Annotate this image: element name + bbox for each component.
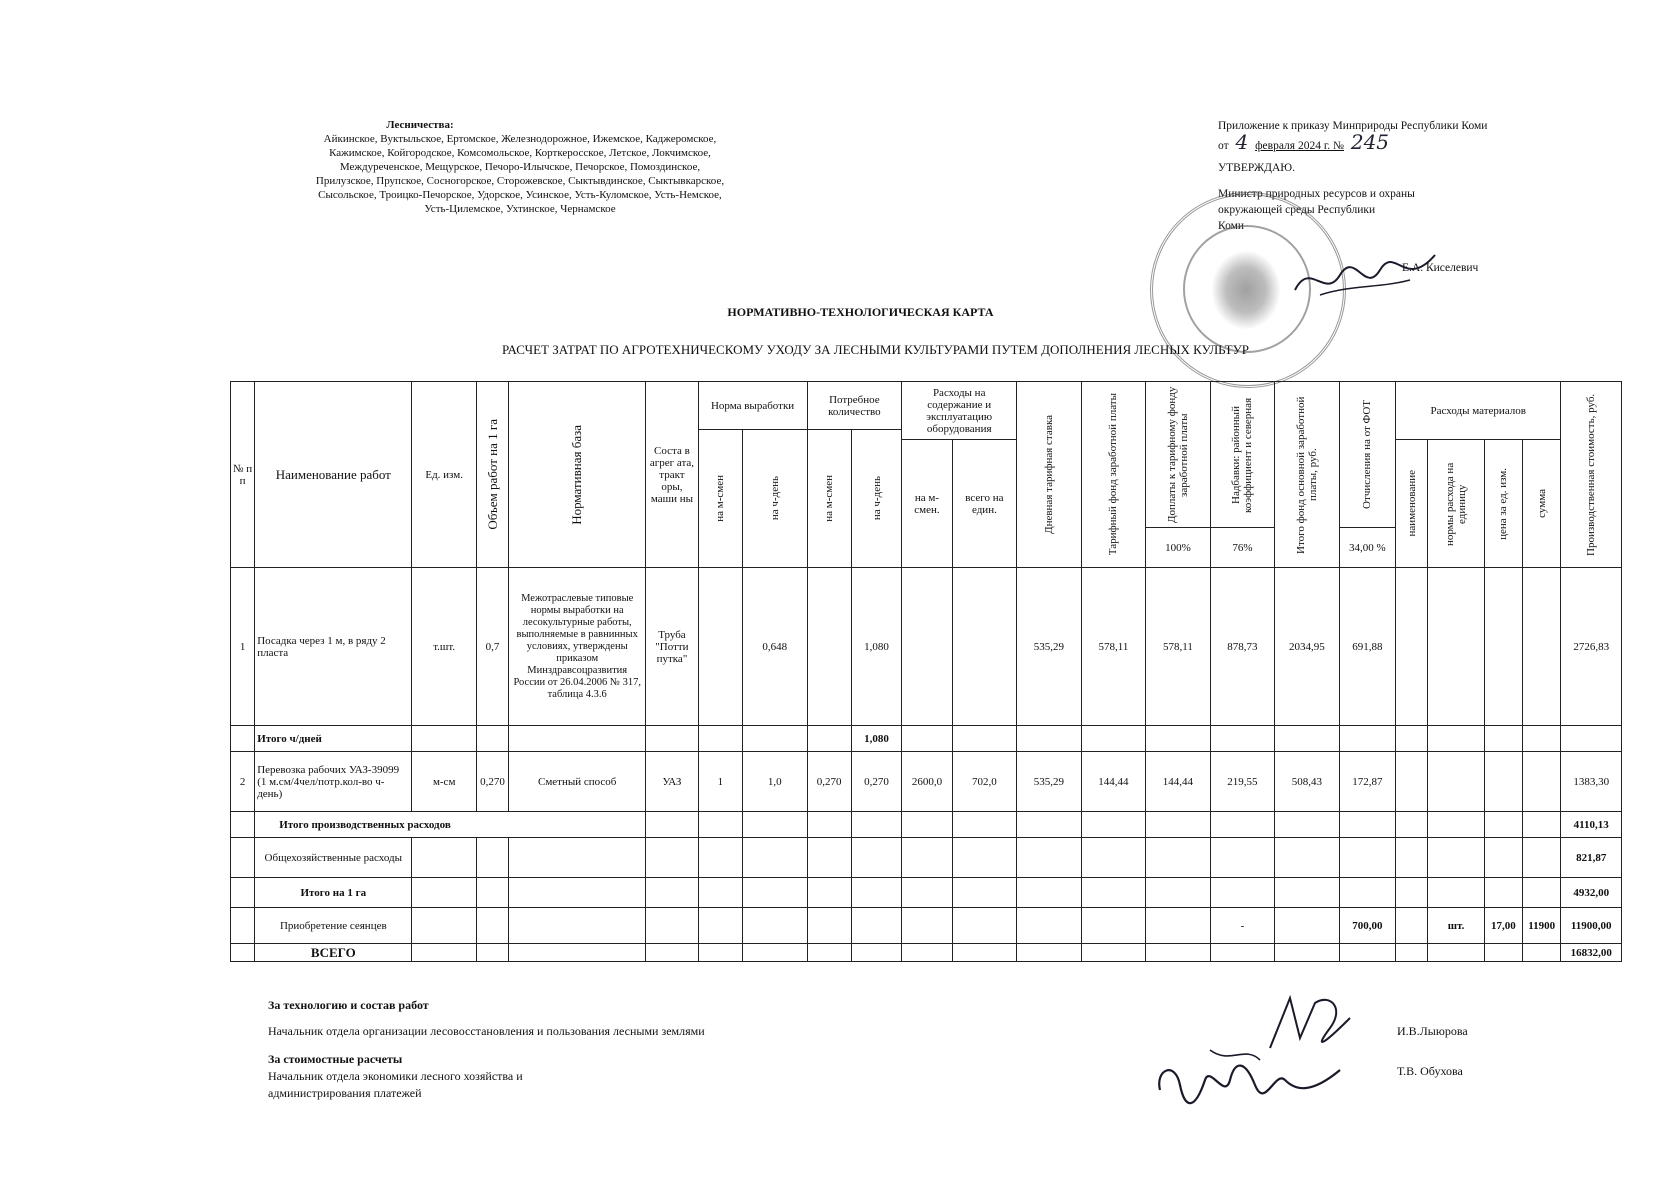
header-work-name: Наименование работ — [255, 382, 412, 568]
header-need-ch: на ч-день — [851, 430, 901, 568]
cost-position: администрирования платежей — [268, 1086, 422, 1100]
forestries-block — [260, 118, 780, 216]
tech-signer: И.В.Лыюрова — [1397, 1024, 1468, 1038]
approver-position: Коми — [1218, 220, 1245, 232]
tech-title: За технологию и состав работ — [268, 998, 429, 1012]
header-mat-name: наименование — [1396, 440, 1428, 568]
approver-name: Е.А. Киселевич — [1402, 262, 1479, 274]
table-row: Итого производственных расходов 4110,13 — [231, 812, 1622, 838]
table-row: Приобретение сеянцев - 700,00 шт. 17,00 11900 11900,00 — [231, 908, 1622, 944]
forestries-line: Кажимское, Койгородское, Комсомольское, Корткеросское, Летское, Локчимское, — [329, 147, 711, 159]
cost-table — [230, 381, 1622, 962]
cost-signature — [1150, 1040, 1350, 1120]
header-mat-price: цена за ед. изм. — [1484, 440, 1522, 568]
header-mat-sum: сумма — [1523, 440, 1561, 568]
header-tariff-fund: Тарифный фонд заработной платы — [1081, 382, 1146, 568]
forestries-line: Междуреченское, Мещурское, Печоро-Илычское, Печорское, Помоздинское, — [339, 161, 701, 173]
document-subtitle: РАСЧЕТ ЗАТРАТ ПО АГРОТЕХНИЧЕСКОМУ УХОДУ ЗА ЛЕСНЫМИ КУЛЬТУРАМИ ПУТЕМ ДОПОЛНЕНИЯ ЛЕСНЫХ КУЛЬТУР — [501, 342, 1250, 357]
table-row: Общехозяйственные расходы 821,87 — [231, 838, 1622, 878]
header-need-qty: Потребное количество — [807, 382, 902, 430]
approver-signature — [1290, 250, 1440, 310]
cost-position: Начальник отдела экономики лесного хозяйства и — [268, 1069, 523, 1083]
table-row: 2 Перевозка рабочих УАЗ-39099 (1 м.см/4чел/потр.кол-во ч-день) м-см 0,270 Сметный способ УАЗ 1 1,0 0,270 0,270 2600,0 702,0 535,29 144,44 144,44 219,55 508,43 172,87 1383,30 — [231, 752, 1622, 812]
header-regional-pct: 76% — [1210, 528, 1275, 568]
header-total-fund: Итого фонд основной заработной платы, руб. — [1275, 382, 1340, 568]
header-norm-m: на м-смен — [698, 430, 742, 568]
cost-title: За стоимостные расчеты — [268, 1052, 403, 1066]
table-row: 1 Посадка через 1 м, в ряду 2 пласта т.шт. 0,7 Межотраслевые типовые нормы выработки на лесокультурные работы, выполняемые в равнинных условиях, утверждены приказом Минздравсоцразвития России от 26.04.2006 № 317, таблица 4.3.6 Труба "Потти путка" 0,648 1,080 535,29 578,11 578,11 878,73 2034,95 691,88 2726,83 — [231, 568, 1622, 726]
header-equipment: Расходы на содержание и эксплуатацию оборудования — [902, 382, 1017, 440]
header-daily-rate: Дневная тарифная ставка — [1017, 382, 1082, 568]
table-row: Итого ч/дней 1,080 — [231, 726, 1622, 752]
forestries-line: Айкинское, Вуктыльское, Ертомское, Железнодорожное, Ижемское, Каджеромское, — [323, 133, 717, 145]
header-regional: Надбавки: районный коэффициент и северная — [1210, 382, 1275, 528]
header-surcharge: Доплаты к тарифному фонду заработной платы — [1146, 382, 1211, 528]
header-unit: Ед. изм. — [412, 382, 477, 568]
table-row: Итого на 1 га 4932,00 — [231, 878, 1622, 908]
header-norm-ch: на ч-день — [742, 430, 807, 568]
header-prod-cost: Производственная стоимость, руб. — [1561, 382, 1622, 568]
forestries-line: Сысольское, Троицко-Печорское, Удорское, Усинское, Усть-Куломское, Усть-Немское, — [318, 189, 722, 201]
header-equip-m: на м-смен. — [902, 440, 952, 568]
header-surcharge-pct: 100% — [1146, 528, 1211, 568]
cost-signer: Т.В. Обухова — [1397, 1064, 1463, 1078]
header-norm-output: Норма выработки — [698, 382, 807, 430]
forestries-line: Усть-Цилемское, Ухтинское, Чернамское — [424, 203, 616, 215]
header-need-m: на м-смен — [807, 430, 851, 568]
header-deductions-pct: 34,00 % — [1339, 528, 1395, 568]
order-number: 245 — [1350, 130, 1390, 154]
header-norm-base: Нормативная база — [509, 382, 646, 568]
table-row: ВСЕГО 16832,00 — [231, 944, 1622, 962]
header-materials: Расходы материалов — [1396, 382, 1561, 440]
approver-position: окружающей среды Республики — [1218, 204, 1376, 216]
forestries-line: Прилузское, Прупское, Сосногорское, Сторожевское, Сыктывдинское, Сыктывкарское, — [315, 175, 725, 187]
approver-position: Министр природных ресурсов и охраны — [1218, 188, 1415, 200]
header-deductions: Отчисления на от ФОТ — [1339, 382, 1395, 528]
tech-position: Начальник отдела организации лесовосстановления и пользования лесными землями — [268, 1024, 705, 1038]
header-aggregate: Соста в агрег ата, тракт оры, маши ны — [646, 382, 698, 568]
header-volume: Объем работ на 1 га — [476, 382, 508, 568]
header-num: № п п — [231, 382, 255, 568]
order-day: 4 — [1235, 130, 1249, 154]
approve-label: УТВЕРЖДАЮ. — [1218, 162, 1296, 174]
appendix-line: Приложение к приказу Минприроды Республики Коми — [1218, 120, 1488, 132]
document-title: НОРМАТИВНО-ТЕХНОЛОГИЧЕСКАЯ КАРТА — [727, 305, 994, 319]
forestries-title: Лесничества: — [386, 119, 454, 131]
header-mat-norm: нормы расхода на единицу — [1428, 440, 1484, 568]
header-equip-total: всего на един. — [952, 440, 1017, 568]
order-date-line: от 4 февраля 2024 г. № 245 — [1218, 130, 1390, 154]
